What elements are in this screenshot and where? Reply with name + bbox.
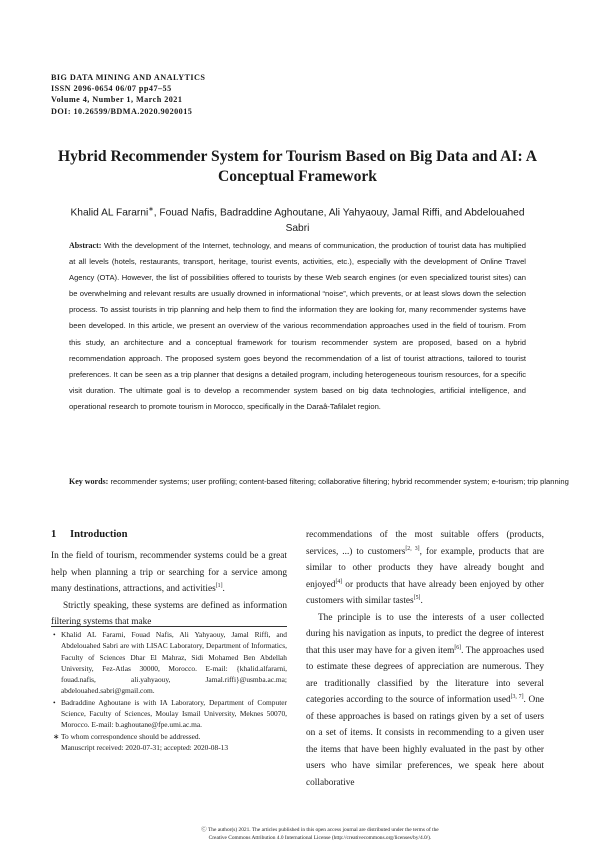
footnote-text: Badraddine Aghoutane is with IA Laboratory, Department of Computer Science, Faculty of Sciences, Moulay Ismail University, Meknes 50070, Morocco. E-mail: b.aghoutane@fpe.umi.ac.ma.	[61, 697, 287, 730]
paper-title: Hybrid Recommender System for Tourism Based on Big Data and AI: A Conceptual Framework	[58, 148, 537, 185]
license-line-1: The author(s) 2021. The articles published in this open access journal are distributed under the terms of the	[207, 827, 439, 833]
body-text: recommendations of the most suitable offers (products, services,	[306, 530, 544, 557]
intro-text-1-end: .	[222, 584, 225, 594]
journal-doi: DOI: 10.26599/BDMA.2020.9020015	[51, 106, 193, 116]
citation: [2, 3]	[405, 545, 420, 552]
section-heading	[51, 528, 287, 542]
corresponding-author: Khalid AL Fararni	[70, 207, 149, 219]
intro-paragraph-1	[51, 548, 287, 598]
journal-header	[51, 72, 351, 117]
body-text: or products that have already been enjoyed by other customers with similar tastes	[306, 579, 544, 606]
keywords-label: Key words:	[69, 477, 109, 486]
section-title: Introduction	[70, 529, 128, 540]
manuscript-dates: Manuscript received: 2020-07-31; accepted: 2020-08-13	[61, 742, 229, 752]
footnote-divider	[51, 626, 287, 627]
other-authors: , Fouad Nafis, Badraddine Aghoutane, Ali Yahyaouy, Jamal Riffi, and Abdelouahed Sabri	[153, 207, 525, 234]
citation: [4]	[335, 578, 343, 585]
journal-issn: ISSN 2096-0654 06/07 pp47–55	[51, 84, 172, 94]
citation: [1]	[215, 582, 223, 589]
author-list	[70, 202, 525, 236]
corresponding-mark: ∗	[148, 206, 154, 213]
keywords-text: recommender systems; user profiling; content-based filtering; collaborative filtering; hybrid recommender system; e-tourism; trip planning	[110, 477, 569, 486]
citation: [5]	[413, 594, 421, 601]
footnote-affiliation-1	[51, 629, 287, 697]
asterisk-icon: ∗	[53, 731, 60, 741]
creative-commons-icon: Ⓒ	[201, 827, 207, 833]
abstract-label: Abstract:	[69, 241, 102, 250]
footnote-correspondence	[51, 731, 287, 742]
body-text: . The approaches used to estimate these degrees of appreciation are numerous. They are traditionally classified by the literature into several categories according to the source of information used	[306, 645, 544, 705]
bullet-icon: •	[53, 697, 56, 707]
footnotes	[51, 629, 287, 753]
license-notice	[120, 826, 520, 842]
intro-text-1: In the field of tourism, recommender systems could be a great help when planning a trip or searching for a service among many destinations, attractions, and activities	[51, 551, 287, 594]
left-column	[51, 528, 287, 631]
body-text: The principle is to use the interests of a user collected during his navigation as inputs, to predict the degree of interest that this user may have for a given item	[306, 612, 544, 656]
journal-volume: Volume 4, Number 1, March 2021	[51, 95, 183, 105]
keywords	[69, 474, 571, 490]
footnote-text: To whom correspondence should be addressed.	[61, 731, 201, 741]
abstract-text: With the development of the Internet, technology, and means of communication, the production of tourist data has multiplied at all levels (hotels, restaurants, transport, heritage, tourist events, activities, etc.), especially with the development of Online Travel Agency (OTA). However, the list of possibilities offered to tourists by these Web search engines (or even specialized tourist sites) can be overwhelming and relevant results are usually drowned in informational “noise”, which prevents, or at least slows down the selection process. To assist tourists in trip planning and help them to find the information they are looking for, many recommender systems have been developed. In this article, we present an overview of the various recommendation approaches used in the field of tourism. From this study, an architecture and a conceptual framework for tourism recommender system are proposed, based on a hybrid recommendation approach. The proposed system goes beyond the recommendation of a list of tourist attractions, tailored to tourist preferences. It can be seen as a trip planner that designs a detailed program, including heterogeneous tourism resources, for a specific visit duration. The ultimate goal is to develop a recommender system based on big data technologies, artificial intelligence, and operational research to promote tourism in Morocco, specifically in the Daraâ-Tafilalet region.	[69, 241, 526, 411]
intro-paragraph-3	[306, 610, 544, 792]
body-text: .	[420, 596, 423, 606]
body-text: ) to customers	[349, 546, 406, 557]
journal-name: BIG DATA MINING AND ANALYTICS	[51, 73, 206, 82]
license-line-2: Creative Commons Attribution 4.0 International License (http://creativecommons.org/licenses/by/4.0/).	[208, 835, 432, 841]
abstract	[69, 238, 526, 415]
intro-paragraph-2: Strictly speaking, these systems are defined as information filtering systems that make	[51, 600, 287, 627]
body-text: . One of these approaches is based on ratings given by a set of users on a set of items. It consists in recommending to a given user the items that have been highly evaluated in the past by other users who have similar preferences, we speak here about collaborative	[306, 695, 545, 788]
footnote-text: Khalid AL Fararni, Fouad Nafis, Ali Yahyaouy, Jamal Riffi, and Abdelouahed Sabri are with LISAC Laboratory, Department of Informatics, Faculty of Sciences Dhar El Mahraz, Sidi Mohamed Ben Abdellah University, Fez-Atlas 30000, Morocco. E-mail: {khalid.alfararni, fouad.nafis, ali.yahyaouy, Jamal.riffi}@usmba.ac.ma; abdelouahed.sabri@gmail.com.	[61, 630, 287, 696]
footnote-affiliation-2	[51, 697, 287, 731]
ellipsis: ...	[342, 546, 350, 557]
citation: [6]	[454, 644, 462, 651]
body-text: , for example, products that are similar to other products they have already bought and enjoyed	[306, 546, 545, 590]
right-column	[306, 527, 544, 791]
citation: [3, 7]	[510, 693, 524, 700]
intro-paragraph-2-cont	[306, 527, 544, 610]
section-number: 1	[51, 529, 57, 540]
bullet-icon: •	[53, 630, 56, 639]
